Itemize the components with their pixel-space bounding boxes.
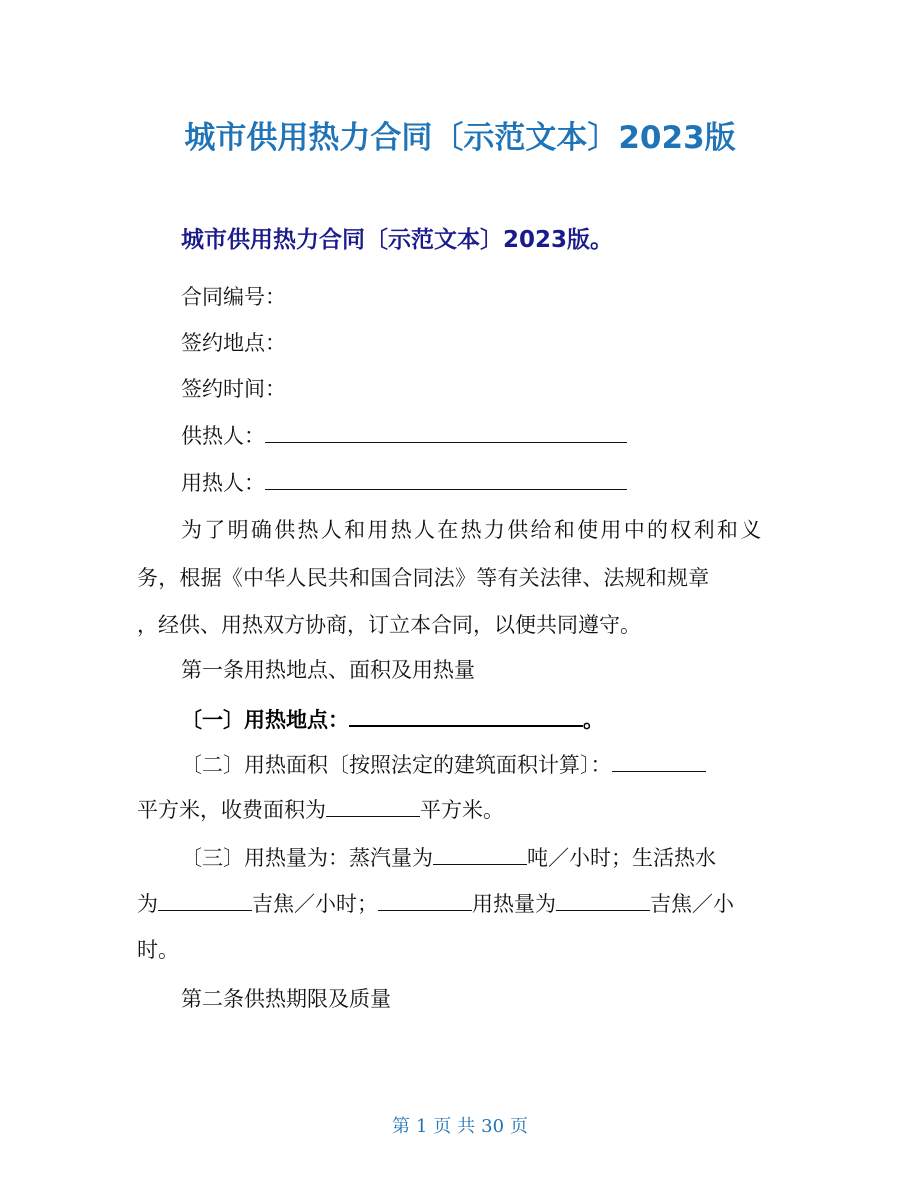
intro-line-2: 务，根据《中华人民共和国合同法》等有关法律、法规和规章 <box>137 566 710 590</box>
supplier-blank <box>265 420 627 443</box>
item-3-text-f: 吉焦／小 <box>650 892 734 916</box>
document-title: 城市供用热力合同〔示范文本〕2023版 <box>184 120 736 156</box>
footer-prefix: 第 <box>391 1116 410 1137</box>
item-2-text-c: 平方米。 <box>420 798 504 822</box>
item-2-blank-1 <box>612 749 706 772</box>
item-1-line <box>181 703 604 736</box>
contract-number-field <box>181 281 286 313</box>
sign-place-field <box>181 327 286 359</box>
supplier-label: 供热人： <box>181 424 265 448</box>
sign-time-field <box>181 373 286 405</box>
item-2-text-b: 平方米，收费面积为 <box>137 798 326 822</box>
supplier-field <box>181 420 627 452</box>
item-3-blank-3 <box>378 888 472 911</box>
item-3-text-b: 吨／小时；生活热水 <box>527 846 716 870</box>
item-2-text-a: 〔二〕用热面积〔按照法定的建筑面积计算〕： <box>181 753 612 777</box>
document-subtitle: 城市供用热力合同〔示范文本〕2023版。 <box>181 227 614 253</box>
item-3-text-c: 为 <box>137 892 158 916</box>
article-2-heading: 第二条供热期限及质量 <box>181 987 391 1011</box>
sign-place-label: 签约地点： <box>181 331 286 355</box>
item-3-line-3: 时。 <box>137 938 179 962</box>
footer-current-page: 1 <box>415 1116 428 1137</box>
item-3-text-d: 吉焦／小时； <box>252 892 378 916</box>
item-3-line-1 <box>181 842 716 874</box>
footer-total-pages: 30 <box>481 1116 505 1137</box>
item-1-blank <box>349 703 583 727</box>
item-3-blank-4 <box>556 888 650 911</box>
item-3-line-2 <box>137 888 734 920</box>
item-3-blank-2 <box>158 888 252 911</box>
sign-time-label: 签约时间： <box>181 377 286 401</box>
footer-suffix: 页 <box>510 1116 529 1137</box>
user-label: 用热人： <box>181 471 265 495</box>
item-3-text-a: 〔三〕用热量为：蒸汽量为 <box>181 846 433 870</box>
footer-middle: 页 共 <box>433 1116 476 1137</box>
item-3-blank-1 <box>433 842 527 865</box>
intro-line-1: 为了明确供热人和用热人在热力供给和使用中的权利和义 <box>181 518 764 542</box>
item-1-label: 〔一〕用热地点： <box>181 708 349 732</box>
item-2-blank-2 <box>326 794 420 817</box>
item-3-text-e: 用热量为 <box>472 892 556 916</box>
page-footer <box>0 1113 920 1141</box>
item-2-line-1 <box>181 749 706 781</box>
item-2-line-2 <box>137 794 504 826</box>
user-field <box>181 467 627 499</box>
item-1-end: 。 <box>583 708 604 732</box>
user-blank <box>265 467 627 490</box>
intro-line-3: ，经供、用热双方协商，订立本合同，以便共同遵守。 <box>137 613 641 637</box>
article-1-heading: 第一条用热地点、面积及用热量 <box>181 658 475 682</box>
contract-number-label: 合同编号： <box>181 285 286 309</box>
